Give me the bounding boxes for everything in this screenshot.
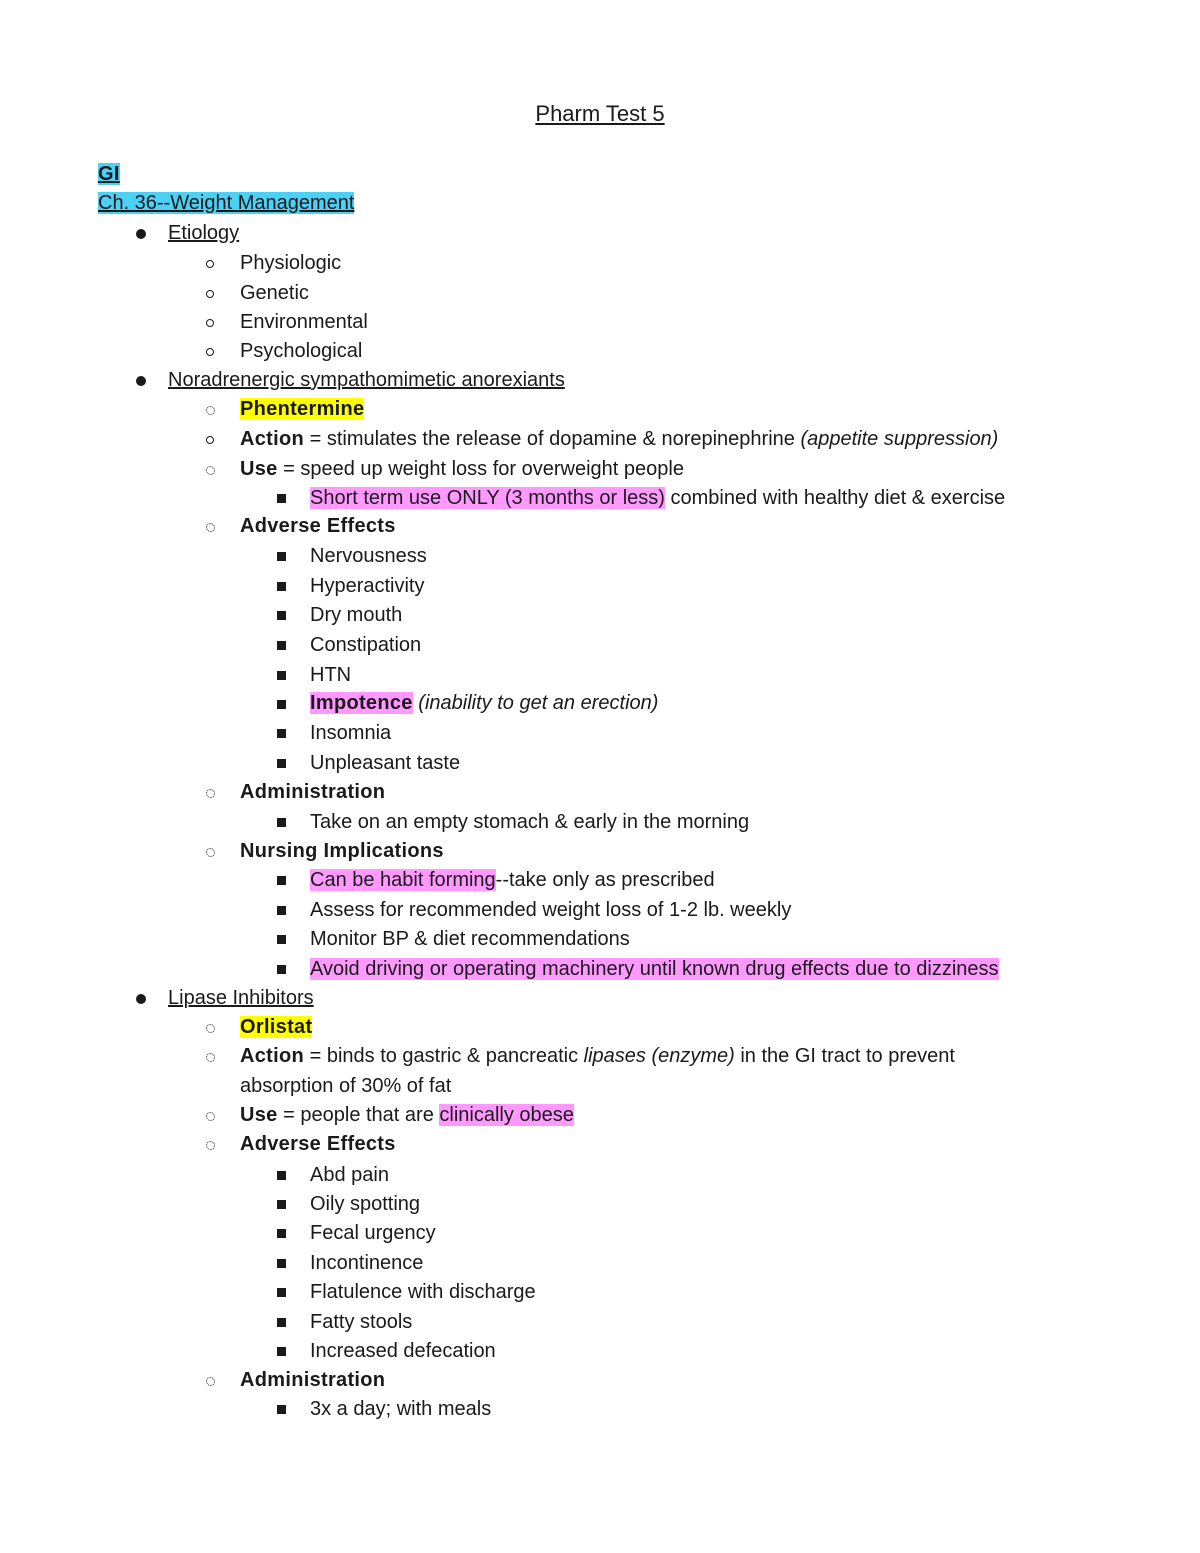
bullet-square-icon: [277, 611, 286, 620]
admin-label: Administration: [240, 1369, 386, 1391]
bullet-ring-icon: [206, 848, 215, 857]
bullet-ring-icon: [206, 260, 214, 268]
list-item: Insomnia: [310, 722, 392, 744]
action-label: Action: [240, 1045, 305, 1067]
bullet-ring-icon: [206, 1112, 215, 1121]
list-item-etiology: [168, 220, 239, 246]
bullet-ring-icon: [206, 1024, 215, 1033]
impotence-highlight: Impotence: [310, 692, 413, 714]
list-item: Incontinence: [310, 1252, 424, 1274]
bullet-dot-icon: [136, 376, 146, 386]
bullet-ring-icon: [206, 436, 214, 444]
list-item: Unpleasant taste: [310, 752, 461, 774]
bullet-square-icon: [277, 1200, 286, 1209]
bullet-ring-icon: [206, 466, 215, 475]
bullet-ring-icon: [206, 290, 214, 298]
admin-heading: [240, 779, 385, 805]
bullet-square-icon: [277, 1259, 286, 1268]
bullet-square-icon: [277, 759, 286, 768]
adverse-label: Adverse Effects: [240, 1133, 396, 1155]
impotence-note: (inability to get an erection): [412, 692, 659, 714]
action-text-2: in the GI tract to prevent: [734, 1045, 955, 1067]
bullet-square-icon: [277, 876, 286, 885]
bullet-square-icon: [277, 1347, 286, 1356]
section-label: GI: [98, 163, 120, 185]
bullet-square-icon: [277, 494, 286, 503]
bullet-square-icon: [277, 906, 286, 915]
bullet-square-icon: [277, 1288, 286, 1297]
section-heading: [98, 161, 120, 187]
bullet-dot-icon: [136, 229, 146, 239]
use-label: Use: [240, 458, 278, 480]
admin-label: Administration: [240, 781, 386, 803]
drug-orlistat: Orlistat: [240, 1016, 313, 1038]
lipase-label: Lipase Inhibitors: [168, 987, 314, 1009]
bullet-square-icon: [277, 552, 286, 561]
bullet-square-icon: [277, 1318, 286, 1327]
chapter-heading: [98, 190, 354, 216]
adverse-heading: [240, 513, 396, 539]
adverse-heading: [240, 1131, 396, 1157]
list-item: Oily spotting: [310, 1193, 421, 1215]
list-item-use: [240, 456, 684, 482]
bullet-ring-icon: [206, 789, 215, 798]
use-detail-text: combined with healthy diet & exercise: [664, 487, 1006, 509]
bullet-square-icon: [277, 1405, 286, 1414]
admin-heading: [240, 1367, 385, 1393]
bullet-square-icon: [277, 1229, 286, 1238]
page-title: Pharm Test 5: [535, 101, 665, 126]
bullet-square-icon: [277, 700, 286, 709]
action-text: = binds to gastric & pancreatic: [304, 1045, 584, 1067]
list-item: Dry mouth: [310, 604, 403, 626]
list-item: Nervousness: [310, 545, 427, 567]
action-italic: lipases (enzyme): [583, 1045, 735, 1067]
list-item: [310, 867, 715, 893]
list-item-use: [240, 1102, 574, 1128]
list-item: Take on an empty stomach & early in the morning: [310, 811, 750, 833]
list-item-action: [240, 426, 998, 452]
list-item: Genetic: [240, 282, 309, 304]
list-item-noradrenergic: [168, 367, 565, 393]
action-note: (appetite suppression): [800, 428, 999, 450]
list-item: Environmental: [240, 311, 368, 333]
list-item: Constipation: [310, 634, 422, 656]
nursing-label: Nursing Implications: [240, 840, 444, 862]
drug-name: [240, 1014, 312, 1040]
obese-highlight: clinically obese: [439, 1104, 574, 1126]
drug-phentermine: Phentermine: [240, 398, 365, 420]
list-item: Flatulence with discharge: [310, 1281, 536, 1303]
list-item: Hyperactivity: [310, 575, 425, 597]
drug-name: [240, 396, 364, 422]
bullet-ring-icon: [206, 319, 214, 327]
bullet-dot-icon: [136, 994, 146, 1004]
list-item: 3x a day; with meals: [310, 1398, 492, 1420]
list-item: [310, 956, 999, 982]
action-label: Action: [240, 428, 305, 450]
bullet-ring-icon: [206, 1053, 215, 1062]
bullet-square-icon: [277, 671, 286, 680]
use-text: = speed up weight loss for overweight people: [277, 458, 684, 480]
list-item: Psychological: [240, 340, 363, 362]
bullet-ring-icon: [206, 406, 215, 415]
bullet-ring-icon: [206, 348, 214, 356]
use-highlight: Short term use ONLY (3 months or less): [310, 487, 665, 509]
list-item-use-detail: [310, 485, 1005, 511]
bullet-square-icon: [277, 935, 286, 944]
list-item: Abd pain: [310, 1164, 389, 1186]
driving-highlight: Avoid driving or operating machinery until known drug effects due to dizziness: [310, 958, 999, 980]
bullet-square-icon: [277, 729, 286, 738]
use-text: = people that are: [277, 1104, 440, 1126]
list-item: Monitor BP & diet recommendations: [310, 928, 630, 950]
action-continuation: absorption of 30% of fat: [240, 1075, 452, 1097]
list-item-impotence: [310, 690, 658, 716]
list-item: Physiologic: [240, 252, 342, 274]
bullet-square-icon: [277, 965, 286, 974]
use-label: Use: [240, 1104, 278, 1126]
noradrenergic-label: Noradrenergic sympathomimetic anorexiants: [168, 369, 565, 391]
list-item: Increased defecation: [310, 1340, 496, 1362]
adverse-label: Adverse Effects: [240, 515, 396, 537]
bullet-ring-icon: [206, 523, 215, 532]
bullet-ring-icon: [206, 1141, 215, 1150]
bullet-square-icon: [277, 582, 286, 591]
etiology-label: Etiology: [168, 222, 240, 244]
bullet-square-icon: [277, 818, 286, 827]
bullet-square-icon: [277, 1171, 286, 1180]
list-item: Fatty stools: [310, 1311, 413, 1333]
list-item-lipase: [168, 985, 314, 1011]
nursing-heading: [240, 838, 444, 864]
habit-text: --take only as prescribed: [495, 869, 715, 891]
list-item: Fecal urgency: [310, 1222, 436, 1244]
habit-highlight: Can be habit forming: [310, 869, 496, 891]
bullet-square-icon: [277, 641, 286, 650]
chapter-label: Ch. 36--Weight Management: [98, 192, 355, 214]
bullet-ring-icon: [206, 1377, 215, 1386]
list-item: HTN: [310, 664, 352, 686]
list-item: Assess for recommended weight loss of 1-2 lb. weekly: [310, 899, 792, 921]
list-item-action: [240, 1043, 955, 1069]
action-text: = stimulates the release of dopamine & norepinephrine: [304, 428, 801, 450]
